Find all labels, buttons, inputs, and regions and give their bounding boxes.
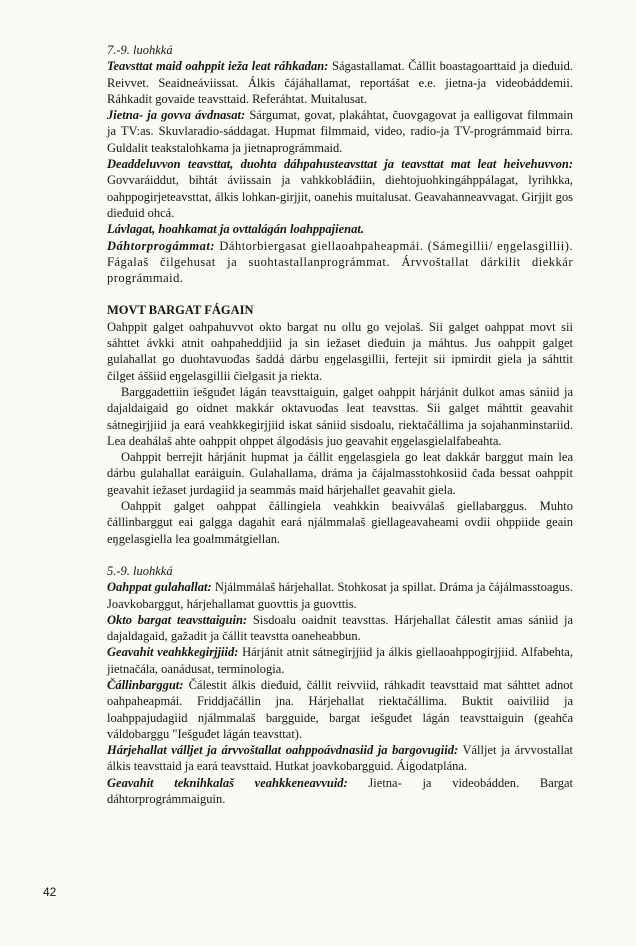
item-5 xyxy=(107,742,573,775)
item-2 xyxy=(107,612,573,645)
item-text: Jietna- ja videobádden. Bargat dáhtorprográmmaiguin. xyxy=(107,775,573,807)
paragraph-3: Oahppit berrejit hárjánit hupmat ja čállit eŋgelasgiela go leat dakkár barggut main lea dárbu gulahallat earáiguin. Gulahallama, dráma ja čájalmasstohkosiid čađa bessat oahppit geavahit iežaset jurdagiid ja seammás maid hárjehallet geavahit giela. xyxy=(107,450,573,497)
item-1 xyxy=(107,58,573,107)
section-heading-5-9: 5.-9. luohkká xyxy=(107,563,173,578)
item-text: Hárjánit atnit sátnegirjjiid ja álkis giellaoahppogirjjiid. Alfabehta, jietnačála, oanádusat, terminologia. xyxy=(107,645,573,676)
page-number: 42 xyxy=(43,885,57,899)
section-title: MOVT BARGAT FÁGAIN xyxy=(107,303,254,318)
item-text: Govvaráiddut, bihtát áviissain ja vahkkobláđiin, diehtojuohkingáhppálagat, lyrihkka, oahppogirjeteavsttat, álkis lohkan-girjjit, oanehis muitalusat. Geavahanneavvagat. Girjjit gos dieđuid ohcá. xyxy=(107,173,573,220)
item-lead: Jietna- ja govva ávdnasat: xyxy=(107,108,246,123)
item-lead: Hárjehallat válljet ja árvvoštallat oahppoávdnasiid ja bargovugiid: xyxy=(107,743,459,758)
item-1 xyxy=(107,579,573,612)
item-text: Dáhtorbiergasat giellaoahpaheapmái. (Sámegillii/ eŋgelasgillii). Fágalaš čilgehusat ja suohtastallanprográmmat. Árvvoštallat dárkilit diekkár prográmmaid. xyxy=(107,238,573,286)
item-lead: Geavahit teknihkalaš veahkkeneavvuid: xyxy=(107,775,348,790)
item-text: Sisdoalu oaidnit teavsttas. Hárjehallat čálestit amas sániid ja dajaldagaid, gažadit ja čállit teavstta oaneheabbun. xyxy=(107,612,574,644)
item-lead: Geavahit veahkkegirjjiid: xyxy=(107,645,239,660)
item-3 xyxy=(107,644,573,677)
paragraph-2: Barggadettiin iešguđet lágán teavsttaiguin, galget oahppit hárjánit dulkot amas sániid ja dajaldaigaid go oidnet makkár oktavuođas leat teavsttas. Sii galget máhttit geavahit sátnegirjjiid ja eará veahkkegirjjiid iskat sániid sisdoalu, riektačállima ja sojahanminstariid. Lea deahálaš ahte oahppit ohppet álgodásis juo geavahit eŋgelasgielalfabeahta. xyxy=(107,384,573,448)
item-lead: Oahppat gulahallat: xyxy=(107,580,212,595)
item-text: Čálestit álkis dieđuid, čállit reivviid, ráhkadit teavsttaid mat sáhttet adnot oahpaheapmái. Friddjačállin jna. Hárjehallat riektačállima. Buktit oaiviliid ja loahppajudagiid njálmmalaš bargguide, bargat iešguđet lágán teavsttaiguin (geahča váldobarggu "Iešguđet lágán teavsttat). xyxy=(107,677,573,741)
items-7-9 xyxy=(107,58,573,286)
item-lead: Dáhtorprogámmat: xyxy=(107,238,216,253)
item-3 xyxy=(107,156,573,221)
item-lead: Okto bargat teavsttaiguin: xyxy=(107,612,248,627)
item-text: Njálmmálaš hárjehallat. Stohkosat ja spillat. Dráma ja čájálmasstoagus. Joavkobarggut, hárjehallamat guovttis ja guovttis. xyxy=(107,580,573,611)
items-5-9 xyxy=(107,579,573,807)
item-lead: Deaddeluvvon teavsttat, duohta dáhpahusteavsttat ja teavsttat mat leat heivehuvvon: xyxy=(107,157,573,172)
item-5 xyxy=(107,238,573,287)
item-2 xyxy=(107,107,573,156)
section-heading-7-9: 7.-9. luohkká xyxy=(107,43,173,57)
item-text: Ságastallamat. Čállit boastagoarttaid ja dieđuid. Reivvet. Seaidneáviissat. Álkis čájáhallamat, reportášat e.e. jietna-ja videobáddemii. Ráhkadit govaide teavsttaid. Referáhtat. Muitalusat. xyxy=(107,59,573,106)
item-lead: Teavsttat maid oahppit ieža leat ráhkadan: xyxy=(107,59,329,74)
paragraph-4: Oahppit galget oahppat čállingiela veahkkin beaivválaš giellabarggus. Muhto čállinbarggut eai galgga dagahit eará njálmmalaš giellageavaheami ovdii ohppiide geain eŋgelasgiella lea goalmmátgiellan. xyxy=(107,499,573,546)
item-lead: Lávlagat, hoahkamat ja ovttalágán loahppajienat. xyxy=(107,222,364,237)
body-paragraphs xyxy=(107,319,573,547)
item-4 xyxy=(107,677,573,742)
item-4 xyxy=(107,221,573,237)
item-6 xyxy=(107,775,573,808)
item-text: Sárgumat, govat, plakáhtat, čuovgagovat ja ealligovat filmmain ja TV:as. Skuvlaradio-sáddagat. Hupmat filmmaid, video, radio-ja TV-prográmmaid birra. Guldalit teakstalohkama ja jietnaprográmmaid. xyxy=(107,108,573,155)
paragraph-1: Oahppit galget oahpahuvvot okto bargat nu ollu go vejolaš. Sii galget oahppat movt sii sáhttet ávkki atnit oahpaheddjiid ja sin iežaset dieđuin ja máhtus. Jus oahppit galget gulahallat go duohtavuođas šaddá dárbu eŋgelasgillii, fertejit sii ipmirdit giela ja sáhttit čilget áššiid eŋgelasgillii čielgasit ja riekta. xyxy=(107,319,573,383)
item-text: Válljet ja árvvostallat álkis teavsttaid ja eará teavsttaid. Hutkat joavkobargguid. Áigodatplána. xyxy=(107,743,573,774)
text-column xyxy=(107,42,573,807)
item-lead: Čállinbarggut: xyxy=(107,677,184,692)
